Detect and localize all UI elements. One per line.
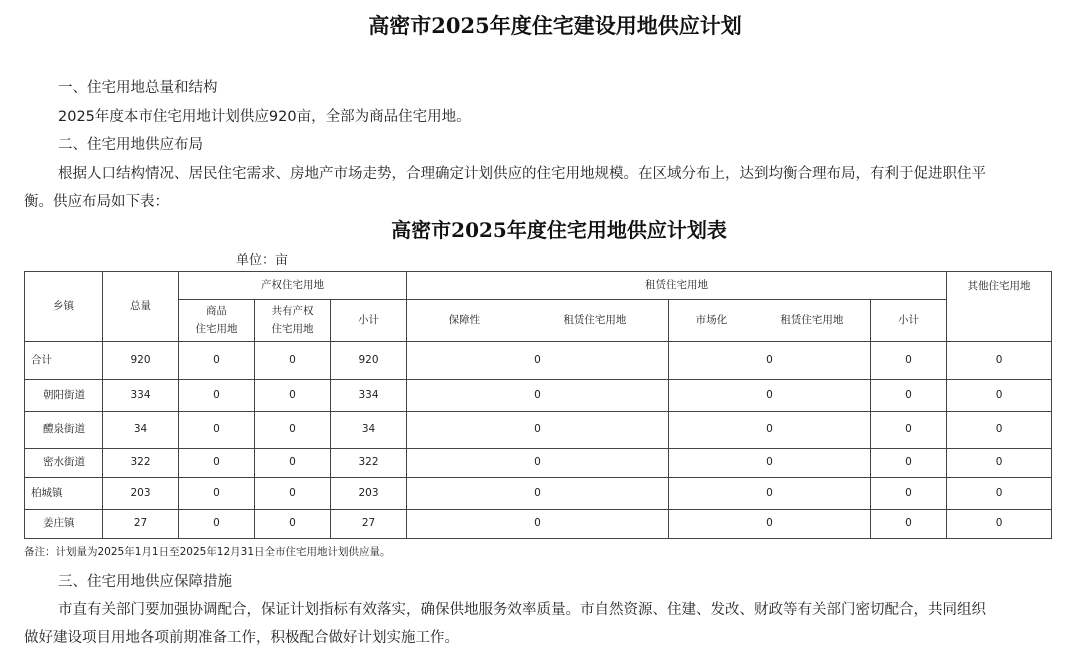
row-total: 203 — [103, 478, 179, 510]
row-name: 合计 — [25, 342, 103, 380]
row-shared: 0 — [255, 478, 331, 510]
row-commercial: 0 — [179, 449, 255, 478]
row-subtotal: 34 — [331, 412, 407, 449]
section-1-text: 2025年度本市住宅用地计划供应920亩，全部为商品住宅用地。 — [58, 109, 471, 125]
row-affordable: 0 — [407, 380, 669, 412]
header-market: 市场化 — [695, 313, 728, 326]
row-commercial: 0 — [179, 412, 255, 449]
row-market: 0 — [669, 478, 871, 510]
section-2-text-line1: 根据人口结构情况、居民住宅需求、房地产市场走势，合理确定计划供应的住宅用地规模。在区域分布上，达到均衡合理布局，有利于促进职住平 — [58, 166, 986, 182]
row-commercial: 0 — [179, 380, 255, 412]
header-commercial-line2: 住宅用地 — [195, 322, 238, 335]
row-market: 0 — [669, 510, 871, 539]
section-3-text-line1: 市直有关部门要加强协调配合，保证计划指标有效落实，确保供地服务效率质量。市自然资源、住建、发改、财政等有关部门密切配合，共同组织 — [58, 602, 986, 618]
section-2-text-line2: 衡。供应布局如下表： — [24, 194, 169, 210]
row-rental-subtotal: 0 — [871, 412, 947, 449]
header-shared-line2: 住宅用地 — [271, 322, 314, 335]
row-market: 0 — [669, 449, 871, 478]
section-3-heading: 三、住宅用地供应保障措施 — [58, 574, 232, 590]
row-rental-subtotal: 0 — [871, 510, 947, 539]
row-subtotal: 322 — [331, 449, 407, 478]
header-market-rental — [669, 300, 871, 342]
row-shared: 0 — [255, 510, 331, 539]
row-name: 醴泉街道 — [25, 412, 103, 449]
supply-plan-table — [24, 271, 1052, 539]
table-row — [25, 412, 1052, 449]
header-total: 总量 — [103, 272, 179, 342]
row-total: 34 — [103, 412, 179, 449]
table-title: 高密市2025年度住宅用地供应计划表 — [391, 218, 727, 242]
table-unit: 单位：亩 — [236, 253, 289, 268]
row-total: 334 — [103, 380, 179, 412]
table-row — [25, 449, 1052, 478]
row-market: 0 — [669, 342, 871, 380]
row-other: 0 — [947, 510, 1052, 539]
header-shared — [255, 300, 331, 342]
row-total: 322 — [103, 449, 179, 478]
row-affordable: 0 — [407, 510, 669, 539]
document-title: 高密市2025年度住宅建设用地供应计划 — [368, 13, 742, 38]
row-name: 姜庄镇 — [25, 510, 103, 539]
row-name: 柏城镇 — [25, 478, 103, 510]
row-commercial: 0 — [179, 478, 255, 510]
row-affordable: 0 — [407, 412, 669, 449]
section-3-text-line2: 做好建设项目用地各项前期准备工作，积极配合做好计划实施工作。 — [24, 630, 459, 646]
row-commercial: 0 — [179, 510, 255, 539]
header-rental-subtotal: 小计 — [871, 300, 947, 342]
header-market-land: 租赁住宅用地 — [780, 313, 844, 326]
header-affordable: 保障性 — [448, 313, 481, 326]
row-subtotal: 27 — [331, 510, 407, 539]
row-rental-subtotal: 0 — [871, 478, 947, 510]
row-affordable: 0 — [407, 342, 669, 380]
row-subtotal: 334 — [331, 380, 407, 412]
header-other: 其他住宅用地 — [947, 272, 1052, 342]
row-other: 0 — [947, 478, 1052, 510]
header-commercial — [179, 300, 255, 342]
row-market: 0 — [669, 380, 871, 412]
row-rental-subtotal: 0 — [871, 380, 947, 412]
row-subtotal: 203 — [331, 478, 407, 510]
row-total: 27 — [103, 510, 179, 539]
table-row — [25, 478, 1052, 510]
row-other: 0 — [947, 380, 1052, 412]
row-commercial: 0 — [179, 342, 255, 380]
header-affordable-rental — [407, 300, 669, 342]
table-row — [25, 510, 1052, 539]
row-total: 920 — [103, 342, 179, 380]
header-affordable-land: 租赁住宅用地 — [563, 313, 627, 326]
row-subtotal: 920 — [331, 342, 407, 380]
section-1-heading: 一、住宅用地总量和结构 — [58, 80, 218, 96]
row-other: 0 — [947, 342, 1052, 380]
header-commercial-line1: 商品 — [206, 304, 227, 317]
row-shared: 0 — [255, 412, 331, 449]
header-property: 产权住宅用地 — [179, 272, 407, 300]
header-town: 乡镇 — [25, 272, 103, 342]
row-name: 密水街道 — [25, 449, 103, 478]
row-name: 朝阳街道 — [25, 380, 103, 412]
row-other: 0 — [947, 412, 1052, 449]
header-subtotal: 小计 — [331, 300, 407, 342]
section-2-heading: 二、住宅用地供应布局 — [58, 137, 203, 153]
row-affordable: 0 — [407, 478, 669, 510]
row-affordable: 0 — [407, 449, 669, 478]
table-row — [25, 380, 1052, 412]
row-shared: 0 — [255, 380, 331, 412]
row-rental-subtotal: 0 — [871, 342, 947, 380]
row-shared: 0 — [255, 449, 331, 478]
row-market: 0 — [669, 412, 871, 449]
header-shared-line1: 共有产权 — [271, 304, 314, 317]
header-rental: 租赁住宅用地 — [407, 272, 947, 300]
table-note: 备注：计划量为2025年1月1日至2025年12月31日全市住宅用地计划供应量。 — [24, 546, 391, 558]
row-rental-subtotal: 0 — [871, 449, 947, 478]
row-shared: 0 — [255, 342, 331, 380]
table-row — [25, 342, 1052, 380]
row-other: 0 — [947, 449, 1052, 478]
